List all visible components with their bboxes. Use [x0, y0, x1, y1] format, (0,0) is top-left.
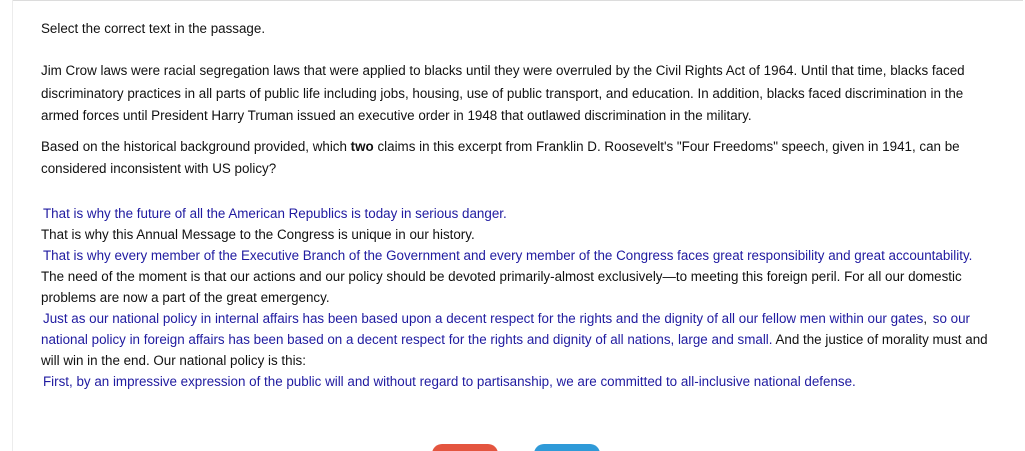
selectable-sentence-5[interactable]: First, by an impressive expression of the public will and without regard to partisanship, we are committed to all-inclusive national defense.	[43, 373, 856, 389]
static-sentence-2: The need of the moment is that our actions and our policy should be devoted primarily-almost exclusively—to meeting this foreign peril. For all our domestic problems are now a part of the great emergency.	[41, 268, 962, 305]
question-content	[41, 18, 991, 392]
next-button[interactable]	[534, 444, 600, 451]
background-passage: Jim Crow laws were racial segregation laws that were applied to blacks until they were overruled by the Civil Rights Act of 1964. Until that time, blacks faced discriminatory practices in all parts of public life including jobs, housing, use of public transport, and education. In addition, blacks faced discrimination in the armed forces until President Harry Truman issued an executive order in 1948 that outlawed discrimination in the military.	[41, 63, 965, 123]
question-emphasis: two	[350, 138, 374, 154]
selectable-sentence-1[interactable]: That is why the future of all the American Republics is today in serious danger.	[43, 205, 507, 221]
static-sentence-3: And the justice of morality must and will win in the end. Our national policy is this:	[41, 331, 988, 368]
selectable-sentence-2[interactable]: That is why every member of the Executive Branch of the Government and every member of the Congress faces great responsibility and great accountability.	[43, 247, 973, 263]
selectable-sentence-4[interactable]: so our national policy in foreign affairs has been based on a decent respect for the rights and dignity of all nations, large and small.	[41, 310, 971, 347]
top-divider	[12, 0, 1023, 1]
question-prompt	[41, 136, 991, 181]
action-buttons	[0, 444, 1025, 451]
instruction-text: Select the correct text in the passage.	[41, 21, 266, 36]
reset-button[interactable]	[432, 444, 498, 451]
static-sentence-1: That is why this Annual Message to the Congress is unique in our history.	[41, 226, 475, 242]
selectable-sentence-3[interactable]: Just as our national policy in internal affairs has been based upon a decent respect for the rights and the dignity of all our fellow men within our gates	[43, 310, 924, 326]
static-separator: ,	[923, 310, 931, 326]
left-divider	[12, 0, 13, 451]
speech-excerpt	[41, 203, 991, 392]
question-text-after: claims in this excerpt from Franklin D. Roosevelt's "Four Freedoms" speech, given in 1941, can be considered inconsistent with US policy?	[41, 138, 960, 176]
question-text-before: Based on the historical background provided, which	[41, 138, 351, 154]
